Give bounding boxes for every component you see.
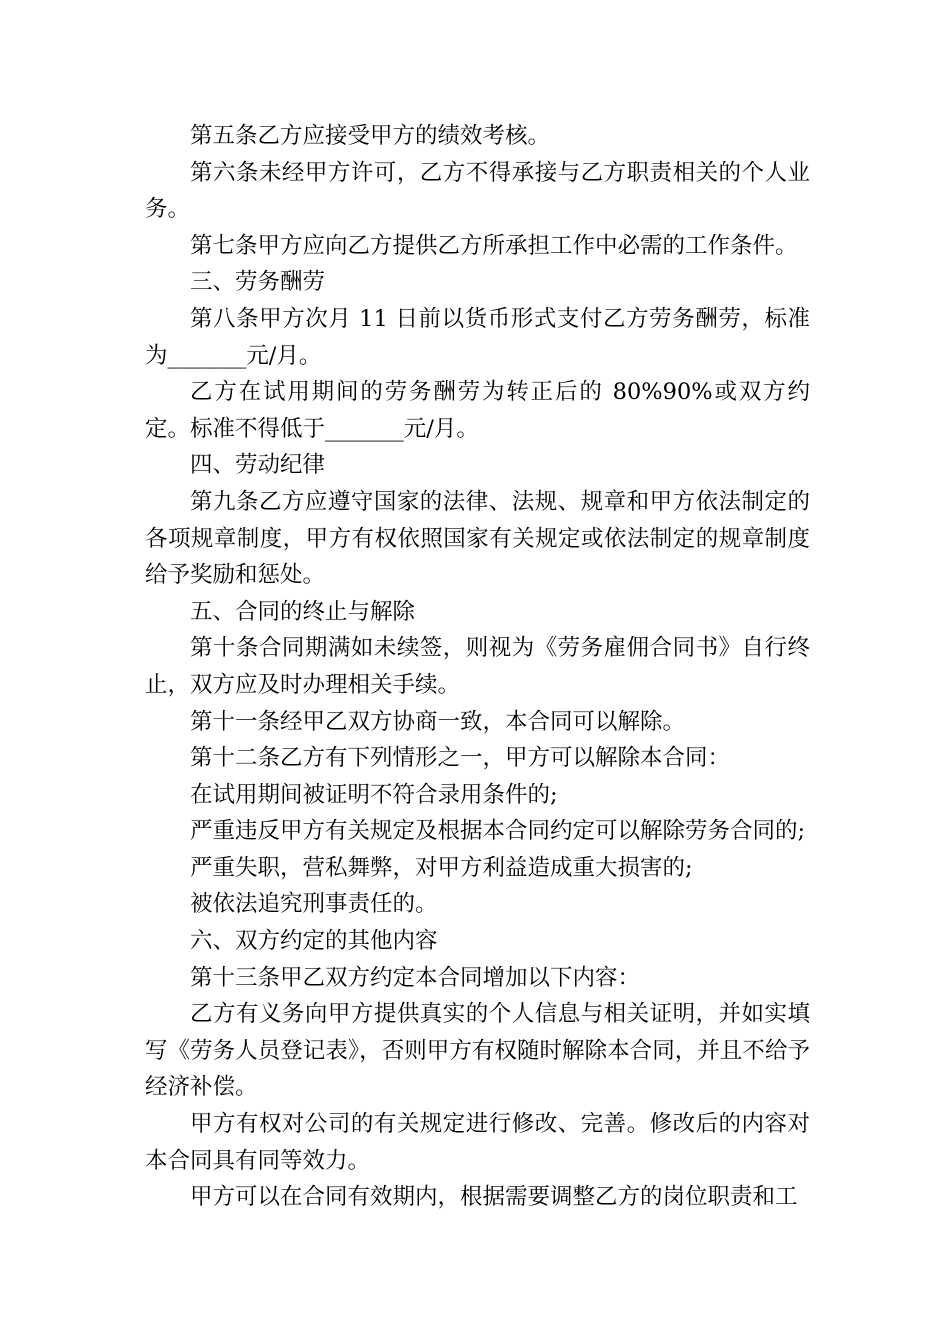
- clause-5-performance-review: 第五条乙方应接受甲方的绩效考核。: [190, 123, 551, 149]
- termination-case-misconduct: 严重失职，营私舞弊，对甲方利益造成重大损害的;: [190, 854, 693, 881]
- probation-pay-paragraph: 乙方在试用期间的劳务酬劳为转正后的 80%90%或双方约定。标准不得低于_______元/月。: [145, 379, 810, 442]
- clause-6-no-private-business: 第六条未经甲方许可，乙方不得承接与乙方职责相关的个人业务。: [145, 159, 810, 223]
- termination-case-probation: 在试用期间被证明不符合录用条件的;: [190, 781, 558, 808]
- section-heading-remuneration: 三、劳务酬劳: [190, 269, 326, 296]
- termination-case-violation: 严重违反甲方有关规定及根据本合同约定可以解除劳务合同的;: [190, 818, 806, 845]
- clause-9-rules-compliance: 第九条乙方应遵守国家的法律、法规、规章和甲方依法制定的各项规章制度，甲方有权依照国家有关规定或依法制定的规章制度给予奖励和惩处。: [145, 488, 810, 589]
- section-heading-other-terms: 六、双方约定的其他内容: [190, 928, 438, 955]
- section-heading-discipline: 四、劳动纪律: [190, 452, 326, 479]
- clause-13-additional-terms: 第十三条甲乙双方约定本合同增加以下内容：: [190, 964, 641, 991]
- clause-7-working-conditions: 第七条甲方应向乙方提供乙方所承担工作中必需的工作条件。: [190, 232, 798, 259]
- document-body: [145, 118, 810, 1216]
- clause-8-payment-standard: 第八条甲方次月 11 日前以货币形式支付乙方劳务酬劳，标准为_______元/月。: [145, 305, 810, 369]
- section-heading-termination: 五、合同的终止与解除: [190, 598, 416, 625]
- clause-11-mutual-termination: 第十一条经甲乙双方协商一致，本合同可以解除。: [190, 708, 686, 735]
- term-position-adjustment: 甲方可以在合同有效期内，根据需要调整乙方的岗位职责和工: [190, 1184, 798, 1211]
- clause-12-termination-cases: 第十二条乙方有下列情形之一，甲方可以解除本合同：: [190, 745, 731, 772]
- termination-case-criminal: 被依法追究刑事责任的。: [190, 891, 438, 918]
- clause-10-expiry: 第十条合同期满如未续签，则视为《劳务雇佣合同书》自行终止，双方应及时办理相关手续。: [145, 635, 810, 698]
- term-personal-information: 乙方有义务向甲方提供真实的个人信息与相关证明，并如实填写《劳务人员登记表》，否则甲方有权随时解除本合同，并且不给予经济补偿。: [145, 1001, 810, 1101]
- term-rule-modification: 甲方有权对公司的有关规定进行修改、完善。修改后的内容对本合同具有同等效力。: [145, 1111, 810, 1174]
